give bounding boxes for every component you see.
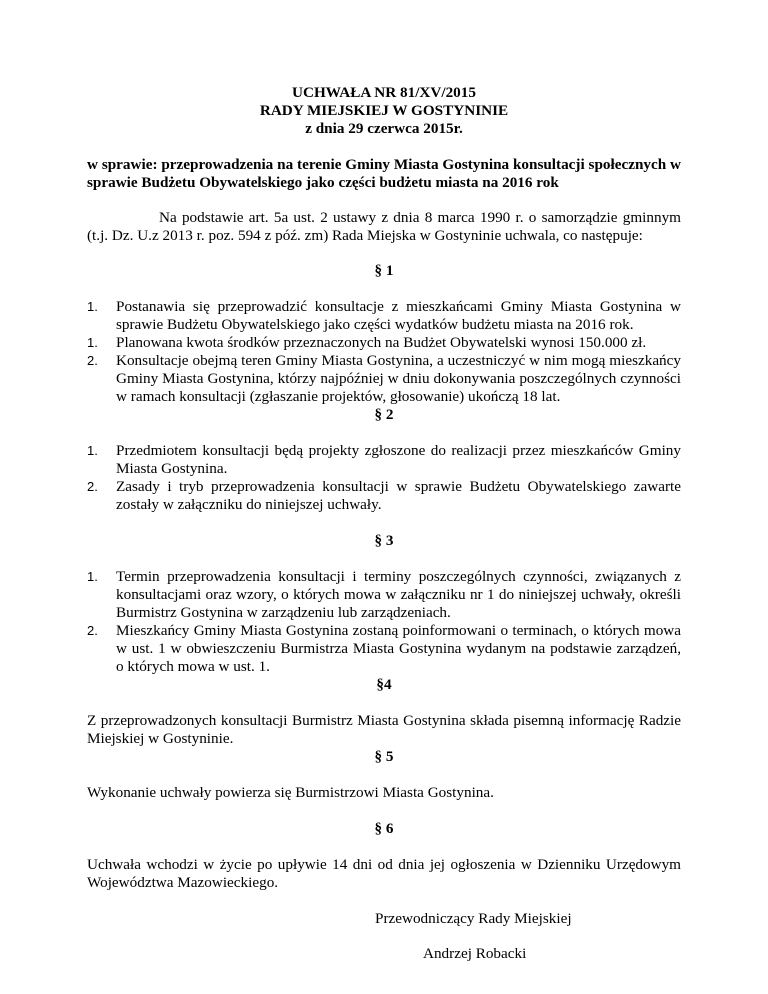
section-text: Wykonanie uchwały powierza się Burmistrzowi Miasta Gostynina. [87,784,494,801]
item-text: Zasady i tryb przeprowadzenia konsultacji w sprawie Budżetu Obywatelskiego zawarte zostały w załączniku do niniejszej uchwały. [116,478,681,513]
list-item [87,442,681,478]
document-header [87,84,681,138]
item-number: 1. [87,299,98,314]
section-text: Z przeprowadzonych konsultacji Burmistrz Miasta Gostynina składa pisemną informację Radzie Miejskiej w Gostyninie. [87,712,681,747]
section-text: Uchwała wchodzi w życie po upływie 14 dni od dnia jej ogłoszenia w Dzienniku Urzędowym Województwa Mazowieckiego. [87,856,681,891]
resolution-subject: w sprawie: przeprowadzenia na terenie Gminy Miasta Gostynina konsultacji społecznych w sprawie Budżetu Obywatelskiego jako części budżetu miasta na 2016 rok [87,156,681,191]
section-5 [87,748,681,802]
item-number: 2. [87,623,98,638]
council-name: RADY MIEJSKIEJ W GOSTYNINIE [259,102,509,119]
item-text: Termin przeprowadzenia konsultacji i terminy poszczególnych czynności, związanych z konsultacjami oraz wzory, o których mowa w załączniku nr 1 do niniejszej uchwały, określi Burmistrz Gostynina w zarządzeniu lub zarządzeniach. [116,568,681,621]
item-text: Mieszkańcy Gminy Miasta Gostynina zostaną poinformowani o terminach, o których mowa w ust. 1 w obwieszczeniu Burmistrza Miasta Gostynina wydanym na podstawie zarządzeń, o których mowa w ust. 1. [116,622,681,675]
section-items [87,442,681,514]
item-number: 1. [87,569,98,584]
item-number: 2. [87,353,98,368]
signature-block [87,910,681,963]
section-title: § 1 [374,262,394,279]
signatory-name: Andrzej Robacki [423,945,527,962]
item-text: Konsultacje obejmą teren Gminy Miasta Gostynina, a uczestniczyć w nim mogą mieszkańcy Gminy Miasta Gostynina, którzy najpóźniej w dniu dokonywania poszczególnych czynności w ramach konsultacji (zgłaszanie projektów, głosowanie) ukończą 18 lat. [116,352,681,405]
list-item [87,334,681,352]
item-number: 1. [87,443,98,458]
section-title: § 6 [374,820,394,837]
section-6 [87,820,681,892]
item-text: Przedmiotem konsultacji będą projekty zgłoszone do realizacji przez mieszkańców Gminy Miasta Gostynina. [116,442,681,477]
section-title: § 3 [374,532,394,549]
section-title: § 5 [374,748,394,765]
section-1 [87,262,681,406]
item-text: Postanawia się przeprowadzić konsultacje z mieszkańcami Gminy Miasta Gostynina w sprawie Budżetu Obywatelskiego jako części wydatków budżetu miasta na 2016 rok. [116,298,681,333]
resolution-number: UCHWAŁA NR 81/XV/2015 [292,84,476,101]
resolution-date: z dnia 29 czerwca 2015r. [305,120,463,137]
legal-basis-intro: Na podstawie art. 5a ust. 2 ustawy z dnia 8 marca 1990 r. o samorządzie gminnym (t.j. Dz. U.z 2013 r. poz. 594 z póź. zm) Rada Miejska w Gostyninie uchwala, co następuje: [87,209,681,244]
section-3 [87,532,681,676]
item-number: 2. [87,479,98,494]
section-title: §4 [376,676,392,693]
list-item [87,352,681,406]
list-item [87,478,681,514]
section-4 [87,676,681,748]
list-item [87,298,681,334]
list-item [87,568,681,622]
section-title: § 2 [374,406,394,423]
list-item [87,622,681,676]
section-items [87,298,681,406]
section-2 [87,406,681,514]
item-text: Planowana kwota środków przeznaczonych na Budżet Obywatelski wynosi 150.000 zł. [116,334,647,351]
section-items [87,568,681,676]
signatory-role: Przewodniczący Rady Miejskiej [375,910,572,927]
item-number: 1. [87,335,98,350]
